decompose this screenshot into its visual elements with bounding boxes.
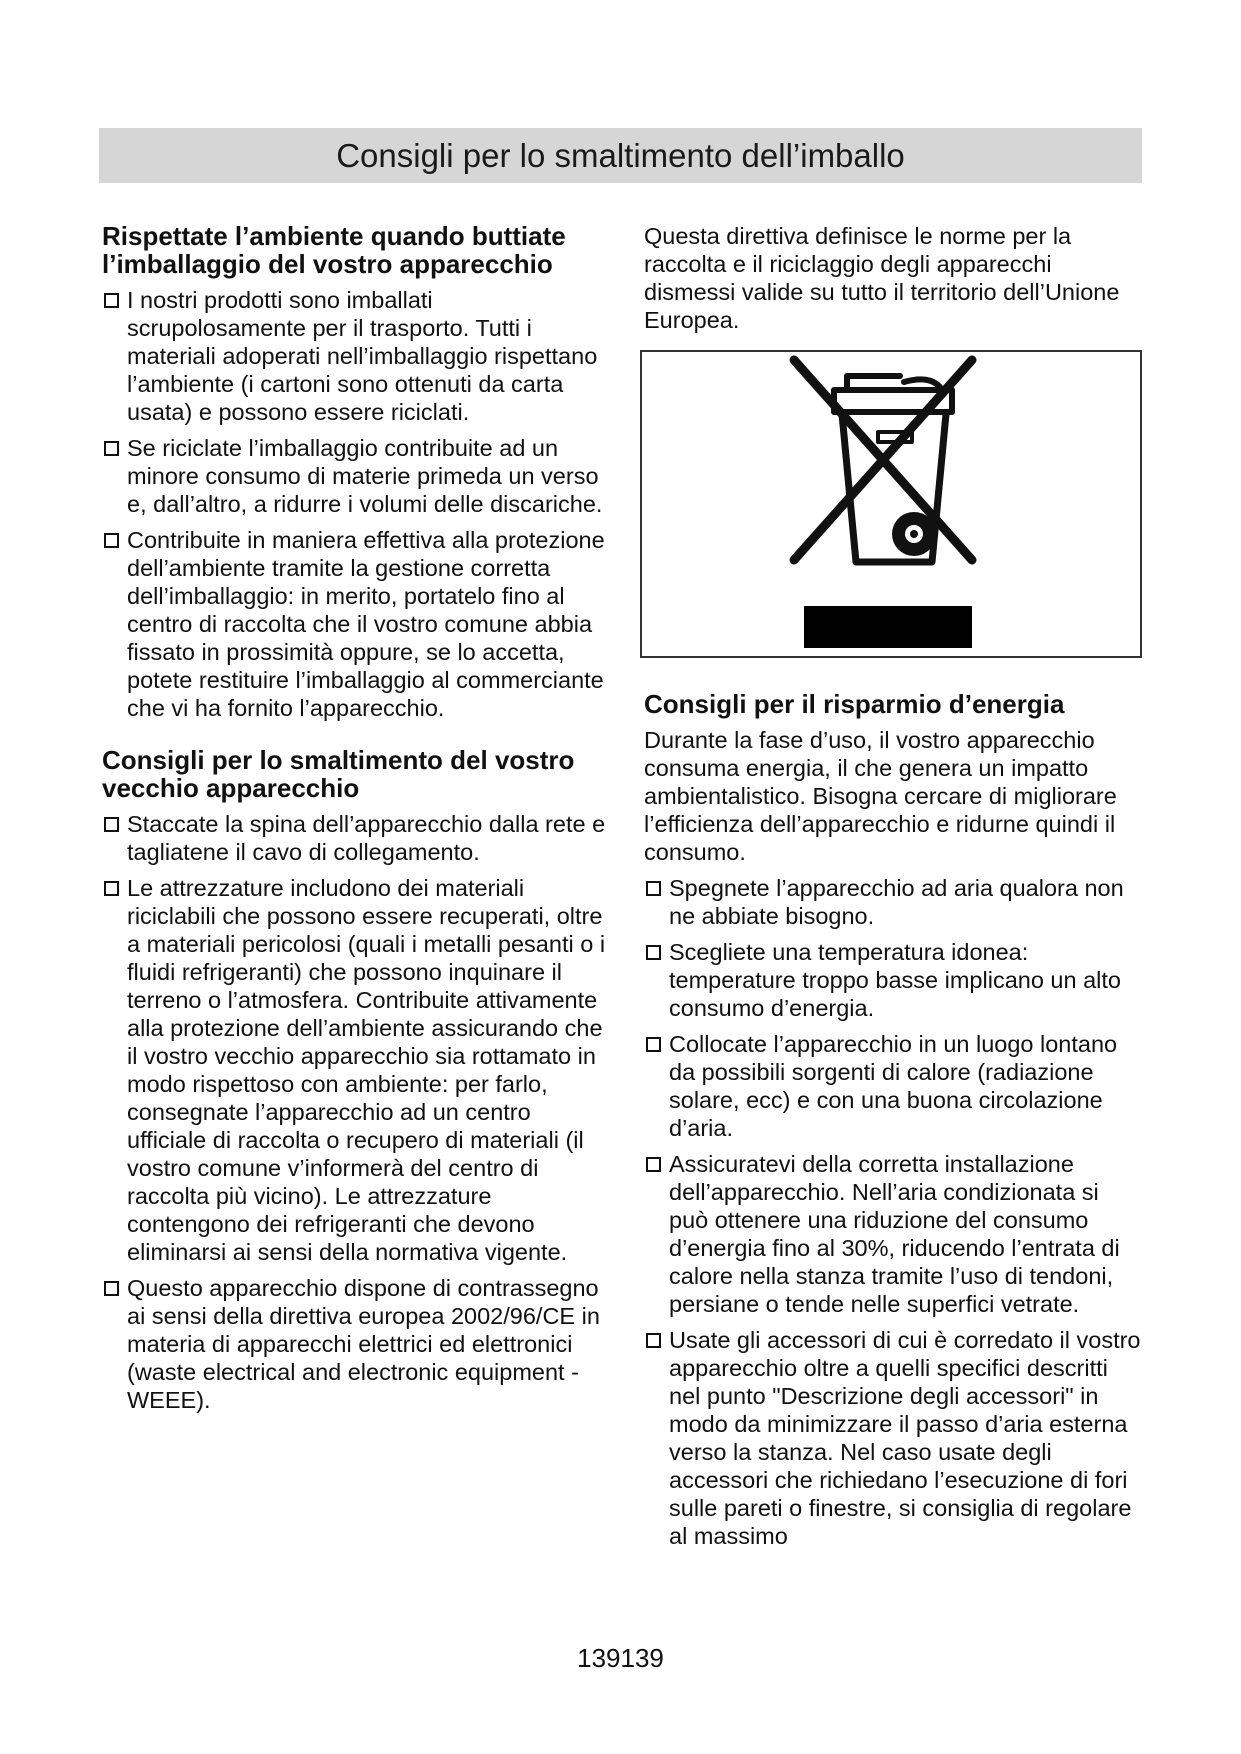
list-item (102, 874, 612, 1266)
list-item (102, 810, 612, 866)
checkbox-bullet-icon (646, 945, 661, 960)
list-item (644, 874, 1144, 930)
checkbox-bullet-icon (646, 1333, 661, 1348)
section-heading-energy: Consigli per il risparmio d’energia (644, 689, 1065, 719)
checkbox-bullet-icon (104, 1281, 119, 1296)
directive-paragraph: Questa direttiva definisce le norme per la raccolta e il riciclaggio degli apparecchi dismessi valide su tutto il territorio dell’Unione Europea. (644, 223, 1120, 333)
list-item (102, 434, 612, 518)
checkbox-bullet-icon (646, 1157, 661, 1172)
list-item-text: Contribuite in maniera effettiva alla protezione dell’ambiente tramite la gestione corretta dell’imballaggio: in merito, portatelo fino al centro di raccolta che il vostro comune abbia fissato in prossimità oppure, se lo accetta, potete restituire l’imballaggio al commerciante che vi ha fornito l’apparecchio. (127, 527, 605, 721)
crossed-out-wheeled-bin-icon (642, 352, 1140, 656)
list-item (644, 938, 1144, 1022)
section-heading-disposal: Consigli per lo smaltimento del vostro vecchio apparecchio (102, 745, 575, 803)
list-item-text: I nostri prodotti sono imballati scrupolosamente per il trasporto. Tutti i materiali adoperati nell’imballaggio rispettano l’ambiente (i cartoni sono ottenuti da carta usata) e possono essere riciclati. (127, 287, 598, 425)
list-item-text: Scegliete una temperatura idonea: temperature troppo basse implicano un alto consumo d’energia. (669, 939, 1121, 1021)
list-item-text: Staccate la spina dell’apparecchio dalla rete e tagliatene il cavo di collegamento. (127, 811, 606, 865)
page-number: 139139 (577, 1643, 664, 1673)
list-item (644, 1326, 1144, 1550)
energy-intro: Durante la fase d’uso, il vostro apparecchio consuma energia, il che genera un impatto ambientalistico. Bisogna cercare di migliorare l’efficienza dell’apparecchio e ridurne quindi il consumo. (644, 727, 1117, 865)
list-item (102, 1274, 612, 1414)
list-item-text: Le attrezzature includono dei materiali riciclabili che possono essere recuperati, oltre a materiali pericolosi (quali i metalli pesanti o i fluidi refrigeranti) che possono inquinare il terreno o l’atmosfera. Contribuite attivamente alla protezione dell’ambiente assicurando che il vostro vecchio apparecchio sia rottamato in modo rispettoso con ambiente: per farlo, consegnate l’apparecchio ad un centro ufficiale di raccolta o recupero di materiali (il vostro comune v’informerà del centro di raccolta più vicino). Le attrezzature contengono dei refrigeranti che devono eliminarsi ai sensi della normativa vigente. (127, 875, 606, 1265)
checkbox-bullet-icon (646, 1037, 661, 1052)
list-item-text: Se riciclate l’imballaggio contribuite ad un minore consumo di materie primeda un verso e, dall’altro, a ridurre i volumi delle discariche. (127, 435, 603, 517)
checkbox-bullet-icon (646, 881, 661, 896)
energy-section (644, 690, 1144, 1558)
weee-bar (804, 606, 972, 648)
list-item (644, 1150, 1144, 1318)
left-column (102, 222, 612, 1422)
checkbox-bullet-icon (104, 293, 119, 308)
page-title: Consigli per lo smaltimento dell’imballo (99, 128, 1142, 183)
list-item (644, 1030, 1144, 1142)
list-item (102, 526, 612, 722)
list-item (102, 286, 612, 426)
section-heading-packaging: Rispettate l’ambiente quando buttiate l’imballaggio del vostro apparecchio (102, 221, 566, 279)
checkbox-bullet-icon (104, 817, 119, 832)
checkbox-bullet-icon (104, 441, 119, 456)
weee-symbol-frame (640, 350, 1142, 658)
list-item-text: Questo apparecchio dispone di contrassegno ai sensi della direttiva europea 2002/96/CE in materia di apparecchi elettrici ed elettronici (waste electrical and electronic equipment - WEEE). (127, 1275, 600, 1413)
list-item-text: Spegnete l’apparecchio ad aria qualora non ne abbiate bisogno. (669, 875, 1124, 929)
list-item-text: Usate gli accessori di cui è corredato il vostro apparecchio oltre a quelli specifici descritti nel punto "Descrizione degli accessori" in modo da minimizzare il passo d’aria esterna verso la stanza. Nel caso usate degli accessori che richiedano l’esecuzione di fori sulle pareti o finestre, si consiglia di regolare al massimo (669, 1327, 1141, 1549)
right-column (644, 222, 1144, 334)
list-item-text: Assicuratevi della corretta installazione dell’apparecchio. Nell’aria condizionata si può ottenere una riduzione del consumo d’energia fino al 30%, riducendo l’entrata di calore nella stanza tramite l’uso di tendoni, persiane o tende nelle superfici vetrate. (669, 1151, 1120, 1317)
checkbox-bullet-icon (104, 533, 119, 548)
list-item-text: Collocate l’apparecchio in un luogo lontano da possibili sorgenti di calore (radiazione solare, ecc) e con una buona circolazione d’aria. (669, 1031, 1118, 1141)
checkbox-bullet-icon (104, 881, 119, 896)
